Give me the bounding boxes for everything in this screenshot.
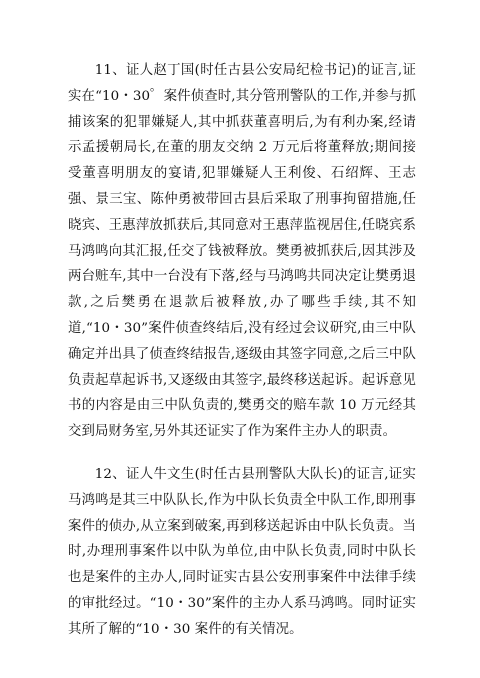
testimony-paragraph-12: 12、证人牛文生(时任古县刑警队大队长)的证言,证实马鸿鸣是其三中队队长,作为中队长负责全中队工作,即刑事案件的侦办,从立案到破案,再到移送起诉由中队长负责。当时,办理刑事案件以中队为单位,由中队长负责,同时中队长也是案件的主办人,同时证实古县公安刑事案件中法律手续的审批经过。“10・30”案件的主办人系马鸿鸣。同时证实其所了解的“10・30 案件的有关情况。 (68, 466, 416, 637)
testimony-paragraph-11: 11、证人赵丁国(时任古县公安局纪检书记)的证言,证实在“10・30゜案件侦查时,其分管刑警队的工作,并参与抓捕该案的犯罪嫌疑人,其中抓获董喜明后,为有利办案,经请示孟援朝局长,在董的朋友交纳 2 万元后将董释放;期间接受董喜明朋友的宴请,犯罪嫌疑人王利俊、石绍辉、王志强、景三宝、陈仲勇被带回古县后采取了刑事拘留措施,任晓宾、王惠萍放抓获后,其同意对王惠萍监视居住,任晓宾系马鸿鸣向其汇报,任交了钱被释放。樊勇被抓获后,因其涉及两台赃车,其中一台没有下落,经与马鸿鸣共同决定让樊勇退款,之后樊勇在退款后被释放,办了哪些手续,其不知道,“10・30”案件侦查终结后,没有经过会议研究,由三中队确定并出具了侦查终结报告,逐级由其签字同意,之后三中队负责起草起诉书,又逐级由其签字,最终移送起诉。起诉意见书的内容是由三中队负责的,樊勇交的赔车款 10 万元经其交到局财务室,另外其还证实了作为案件主办人的职责。 (68, 63, 416, 440)
